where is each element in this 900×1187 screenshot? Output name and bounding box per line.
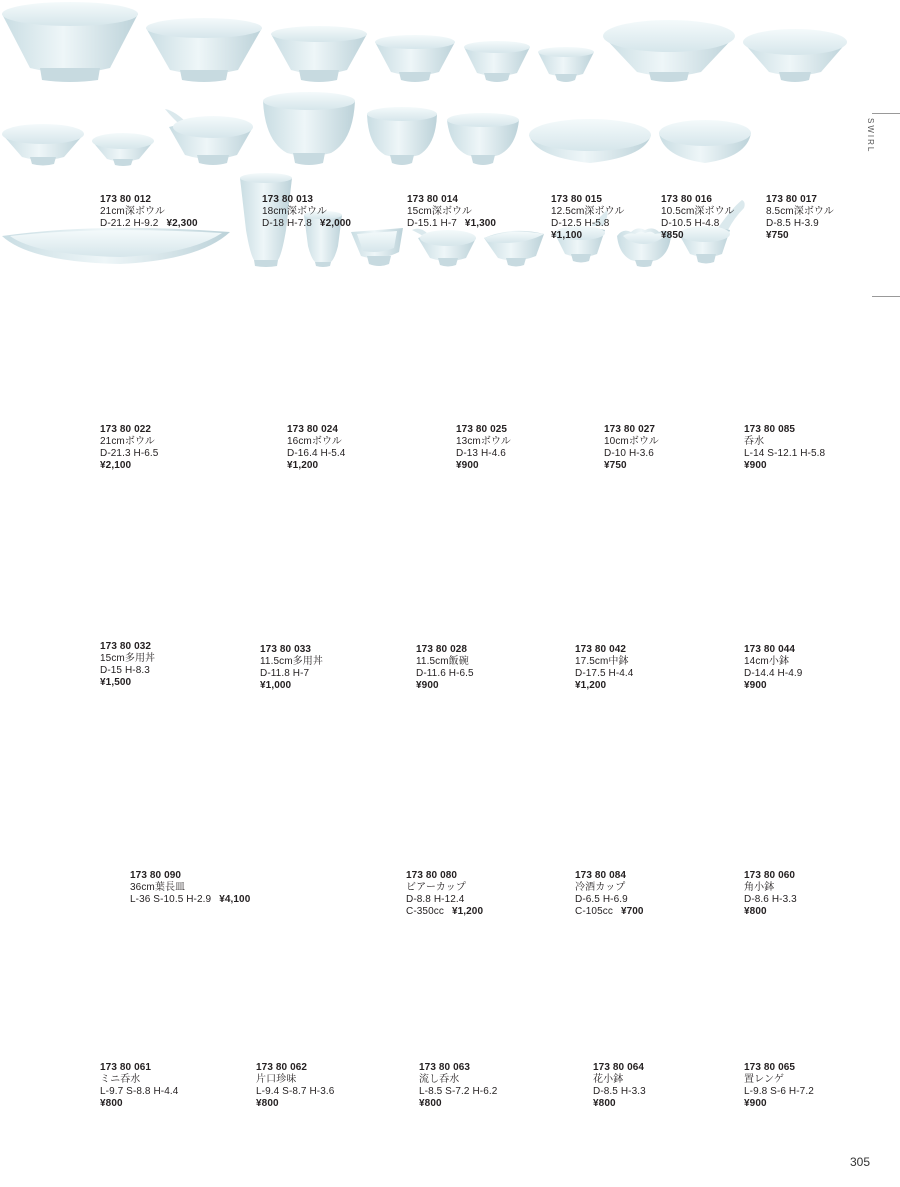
product-image-173-80-085: [161, 105, 255, 167]
product-dims: L-9.8 S-6 H-7.2: [744, 1086, 814, 1097]
product-name: ミニ呑水: [100, 1074, 141, 1085]
product-name: 15cm深ボウル: [407, 206, 472, 217]
product-dims: D-8.8 H-12.4: [406, 894, 465, 905]
product-name: 花小鉢: [593, 1074, 624, 1085]
product-name: 11.5cm多用丼: [260, 656, 323, 667]
product-price: ¥900: [744, 460, 767, 471]
product-caption: [100, 194, 198, 230]
product-image-173-80-028: [444, 111, 522, 167]
product-dims: L-14 S-12.1 H-5.8: [744, 448, 826, 459]
product-name: 12.5cm深ボウル: [551, 206, 625, 217]
product-name: 呑水: [744, 436, 765, 447]
product-price: ¥700: [620, 906, 644, 917]
product-dims: D-8.5 H-3.3: [593, 1086, 646, 1097]
product-caption: [416, 644, 474, 692]
product-code: 173 80 044: [744, 644, 796, 655]
product-price: ¥2,100: [100, 460, 132, 471]
product-code: 173 80 080: [406, 870, 458, 881]
product-code: 173 80 027: [604, 424, 656, 435]
product-capacity: C-105cc: [575, 906, 613, 917]
product-image-173-80-015: [373, 34, 457, 84]
product-dims: D-14.4 H-4.9: [744, 668, 803, 679]
product-price: ¥1,200: [451, 906, 484, 917]
product-caption: [407, 194, 496, 230]
product-code: 173 80 016: [661, 194, 713, 205]
product-code: 173 80 022: [100, 424, 152, 435]
product-name: 13cmボウル: [456, 436, 511, 447]
product-price: ¥850: [661, 230, 684, 241]
product-dims: L-36 S-10.5 H-2.9: [130, 894, 212, 905]
product-code: 173 80 085: [744, 424, 796, 435]
product-code: 173 80 017: [766, 194, 818, 205]
product-price: ¥2,300: [166, 218, 198, 229]
product-dims: D-15 H-8.3: [100, 665, 150, 676]
product-dims: D-11.6 H-6.5: [416, 668, 474, 679]
product-name: 10cmボウル: [604, 436, 659, 447]
product-image-173-80-013: [144, 16, 264, 84]
product-price: ¥900: [456, 460, 479, 471]
product-code: 173 80 015: [551, 194, 603, 205]
product-price: ¥900: [744, 1098, 767, 1109]
product-caption: [766, 194, 834, 242]
product-name: ビアーカップ: [406, 882, 466, 893]
product-image-173-80-025: [0, 121, 86, 167]
product-code: 173 80 090: [130, 870, 182, 881]
product-price: ¥4,100: [219, 894, 251, 905]
product-price: ¥800: [744, 906, 767, 917]
side-rule-bottom: [872, 296, 900, 297]
product-image-173-80-032: [259, 89, 359, 167]
product-name: 17.5cm中鉢: [575, 656, 629, 667]
product-price: ¥900: [416, 680, 439, 691]
product-code: 173 80 064: [593, 1062, 645, 1073]
product-name: 36cm葉長皿: [130, 882, 186, 893]
product-caption: [262, 194, 351, 230]
product-price: ¥1,200: [575, 680, 607, 691]
product-caption: [551, 194, 625, 242]
product-image-173-80-060: [349, 226, 405, 268]
product-caption: [419, 1062, 497, 1110]
product-image-173-80-022: [601, 14, 737, 84]
product-name: 片口珍味: [256, 1074, 297, 1085]
product-caption: [575, 870, 644, 918]
product-caption: [575, 644, 633, 692]
product-caption: [456, 424, 511, 472]
product-dims: D-15.1 H-7: [407, 218, 457, 229]
product-code: 173 80 042: [575, 644, 627, 655]
product-name: 角小鉢: [744, 882, 775, 893]
product-name: 冷酒カップ: [575, 882, 626, 893]
product-caption: [744, 424, 825, 472]
product-code: 173 80 024: [287, 424, 339, 435]
product-name: 置レンゲ: [744, 1074, 784, 1085]
product-capacity: C-350cc: [406, 906, 444, 917]
product-dims: D-6.5 H-6.9: [575, 894, 628, 905]
product-dims: D-21.3 H-6.5: [100, 448, 159, 459]
product-price: ¥800: [593, 1098, 616, 1109]
product-code: 173 80 014: [407, 194, 459, 205]
product-price: ¥1,100: [551, 230, 583, 241]
product-name: 21cmボウル: [100, 436, 155, 447]
product-dims: D-11.8 H-7: [260, 668, 310, 679]
product-caption: [661, 194, 735, 242]
product-caption: [100, 1062, 178, 1110]
product-caption: [256, 1062, 334, 1110]
product-caption: [744, 1062, 814, 1110]
product-price: ¥900: [744, 680, 767, 691]
product-price: ¥800: [100, 1098, 123, 1109]
product-code: 173 80 033: [260, 644, 312, 655]
product-name: 10.5cm深ボウル: [661, 206, 735, 217]
product-caption: [100, 424, 158, 472]
product-price: ¥800: [256, 1098, 279, 1109]
product-dims: D-17.5 H-4.4: [575, 668, 634, 679]
product-caption: [130, 870, 250, 906]
product-code: 173 80 013: [262, 194, 314, 205]
product-caption: [744, 644, 802, 692]
product-dims: L-9.4 S-8.7 H-3.6: [256, 1086, 335, 1097]
product-caption: [100, 641, 155, 689]
product-image-173-80-027: [90, 131, 156, 167]
product-name: 8.5cm深ボウル: [766, 206, 834, 217]
product-code: 173 80 012: [100, 194, 152, 205]
product-name: 11.5cm飯碗: [416, 656, 469, 667]
product-image-173-80-044: [657, 117, 753, 167]
product-code: 173 80 025: [456, 424, 508, 435]
product-caption: [744, 870, 797, 918]
product-name: 16cmボウル: [287, 436, 342, 447]
page-number: 305: [850, 1155, 871, 1169]
product-code: 173 80 084: [575, 870, 627, 881]
product-dims: D-16.4 H-5.4: [287, 448, 346, 459]
product-name: 21cm深ボウル: [100, 206, 165, 217]
product-image-173-80-017: [536, 46, 596, 84]
side-rule-top: [872, 113, 900, 114]
product-image-173-80-016: [462, 40, 532, 84]
product-name: 流し呑水: [419, 1074, 460, 1085]
product-price: ¥750: [766, 230, 789, 241]
product-dims: D-8.6 H-3.3: [744, 894, 797, 905]
product-image-173-80-014: [269, 24, 369, 84]
product-image-173-80-012: [0, 0, 140, 84]
product-caption: [260, 644, 323, 692]
product-code: 173 80 032: [100, 641, 152, 652]
product-name: 18cm深ボウル: [262, 206, 327, 217]
product-code: 173 80 061: [100, 1062, 152, 1073]
product-dims: L-9.7 S-8.8 H-4.4: [100, 1086, 179, 1097]
product-name: 14cm小鉢: [744, 656, 790, 667]
product-price: ¥800: [419, 1098, 442, 1109]
product-image-173-80-024: [741, 26, 849, 84]
product-caption: [406, 870, 483, 918]
product-code: 173 80 028: [416, 644, 468, 655]
series-label: SWIRL: [866, 118, 875, 154]
product-dims: D-10 H-3.6: [604, 448, 654, 459]
product-dims: D-18 H-7.8: [262, 218, 312, 229]
product-caption: [287, 424, 345, 472]
product-dims: D-8.5 H-3.9: [766, 218, 819, 229]
product-price: ¥1,000: [260, 680, 292, 691]
product-price: ¥1,300: [464, 218, 497, 229]
product-caption: [604, 424, 659, 472]
product-code: 173 80 065: [744, 1062, 796, 1073]
product-price: ¥750: [604, 460, 627, 471]
product-dims: D-10.5 H-4.8: [661, 218, 720, 229]
product-dims: D-13 H-4.6: [456, 448, 506, 459]
product-price: ¥1,200: [287, 460, 319, 471]
product-code: 173 80 063: [419, 1062, 471, 1073]
product-price: ¥2,000: [319, 218, 352, 229]
product-image-173-80-042: [527, 115, 653, 167]
product-caption: [593, 1062, 646, 1110]
product-dims: L-8.5 S-7.2 H-6.2: [419, 1086, 498, 1097]
product-name: 15cm多用丼: [100, 653, 156, 664]
product-image-173-80-033: [364, 105, 440, 167]
product-code: 173 80 060: [744, 870, 796, 881]
product-dims: D-12.5 H-5.8: [551, 218, 610, 229]
product-code: 173 80 062: [256, 1062, 308, 1073]
product-dims: D-21.2 H-9.2: [100, 218, 159, 229]
product-price: ¥1,500: [100, 677, 132, 688]
